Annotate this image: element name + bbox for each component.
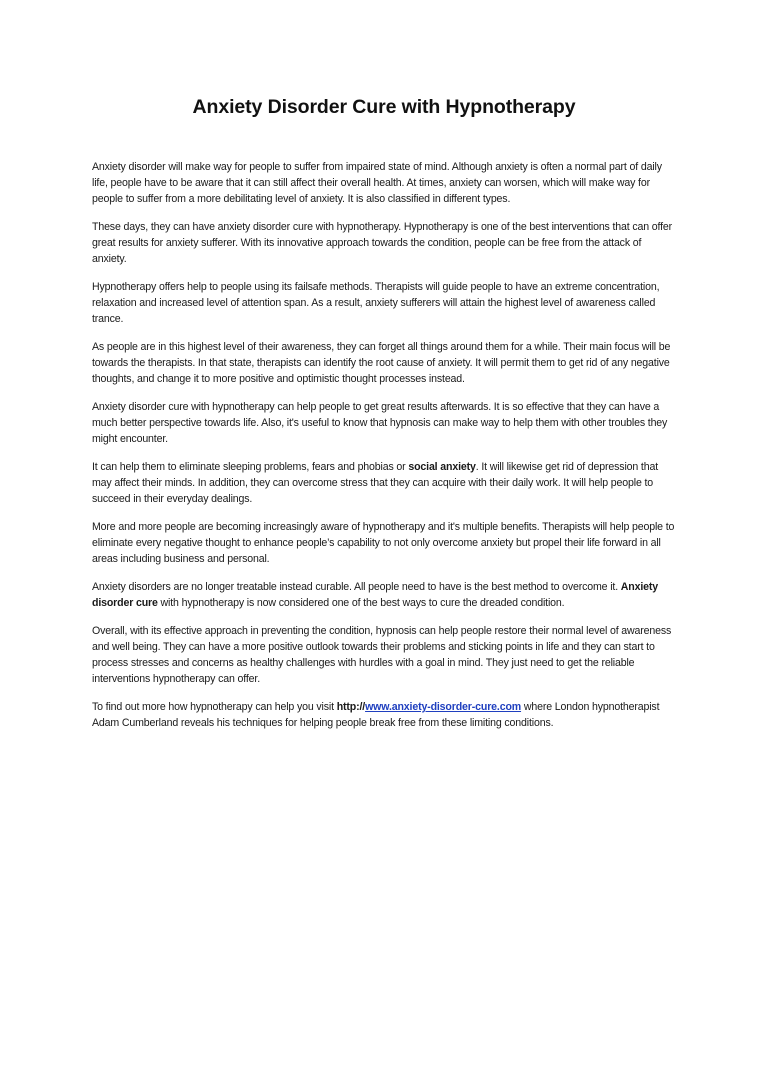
paragraph-3: Hypnotherapy offers help to people using its failsafe methods. Therapists will guide people to have an extreme concentration, relaxation and increased level of attention span. As a result, anxiety sufferers will attain the highest level of awareness called trance. [92, 281, 660, 325]
social-anxiety-keyword: social anxiety [408, 461, 476, 473]
website-link[interactable]: www.anxiety-disorder-cure.com [365, 701, 522, 713]
paragraph-7: More and more people are becoming increasingly aware of hypnotherapy and it's multiple benefits. Therapists will help people to eliminate every negative thought to enhance people’s capability to not only overcome anxiety but propel their life forward in all areas including business and personal. [92, 521, 675, 565]
paragraph-8 [92, 579, 676, 611]
paragraph-6-text-b: . It will likewise get rid of depression that may affect their minds. In addition, they can overcome stress that they can acquire with their daily work. It will help people to succeed in their everyday dealings. [92, 461, 658, 505]
paragraph-10 [92, 699, 676, 731]
paragraph-1: Anxiety disorder will make way for people to suffer from impaired state of mind. Although anxiety is often a normal part of daily life, people have to be aware that it can still affect their overall health. At times, anxiety can worsen, which will make way for people to suffer from a more debilitating level of anxiety. It is also classified in different types. [92, 161, 662, 205]
paragraph-6-text-a: It can help them to eliminate sleeping problems, fears and phobias or [92, 461, 409, 473]
paragraph-4: As people are in this highest level of their awareness, they can forget all things around them for a while. Their main focus will be towards the therapists. In that state, therapists can identify the root cause of anxiety. It will permit them to get rid of any negative thoughts, and change it to more positive and optimistic thought processes instead. [92, 341, 671, 385]
paragraph-8-text-a: Anxiety disorders are no longer treatable instead curable. All people need to have is the best method to overcome it. [92, 581, 621, 593]
page-title: Anxiety Disorder Cure with Hypnotherapy [192, 96, 576, 118]
paragraph-8-text-b: with hypnotherapy is now considered one of the best ways to cure the dreaded condition. [157, 597, 565, 609]
paragraph-9: Overall, with its effective approach in preventing the condition, hypnosis can help people restore their normal level of awareness and well being. They can have a more positive outlook towards their problems and sticking points in life and they can start to process stresses and concerns as healthy challenges with hurdles with a goal in mind. They just need to get the reliable interventions hypnotherapy can offer. [92, 625, 672, 685]
url-prefix: http:// [336, 701, 366, 713]
anxiety-disorder-cure-keyword: Anxiety disorder cure [92, 581, 659, 609]
paragraph-10-text-a: To find out more how hypnotherapy can help you visit [92, 701, 337, 713]
paragraph-5: Anxiety disorder cure with hypnotherapy can help people to get great results afterwards. It is so effective that they can have a much better perspective towards life. Also, it's useful to know that hypnosis can make way to help them with other troubles they might encounter. [92, 401, 668, 445]
paragraph-2: These days, they can have anxiety disorder cure with hypnotherapy. Hypnotherapy is one of the best interventions that can offer great results for anxiety sufferer. With its innovative approach towards the condition, people can be free from the attack of anxiety. [92, 221, 673, 265]
paragraph-6 [92, 459, 676, 507]
paragraph-10-text-b: where London hypnotherapist Adam Cumberland reveals his techniques for helping people break free from these limiting conditions. [92, 701, 660, 729]
